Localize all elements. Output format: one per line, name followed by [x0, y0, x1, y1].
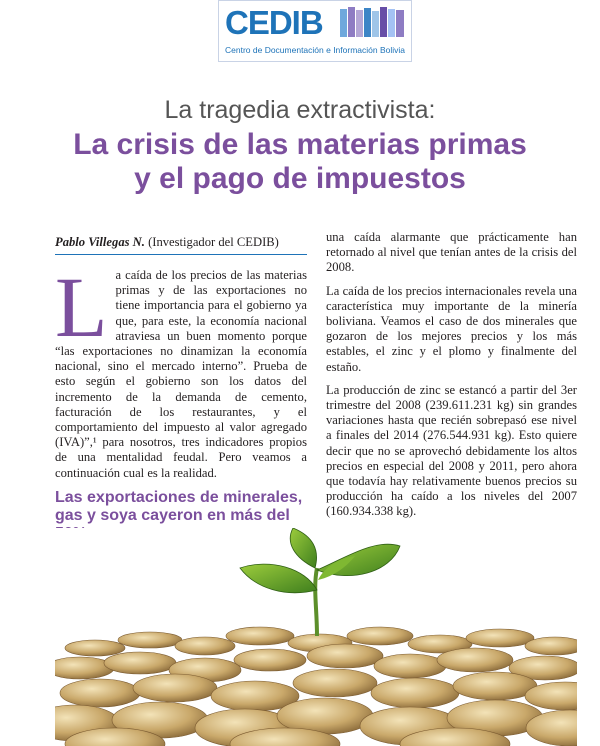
- article-title: [0, 128, 600, 196]
- books-icon: [340, 7, 406, 37]
- paragraph: una caída alarmante que prácticamente han retornado al nivel que tenían antes de la crisis del 2008.: [326, 230, 577, 275]
- coins-plant-illustration: [55, 528, 577, 746]
- intro-text: a caída de los precios de las materias primas y de las exportaciones no tiene importancia para el gobierno ya que, para este, la economía nacional atraviesa un buen momento porque “las exportaciones no dinamizan la economía nacional, sino el mercado interno”. Prueba de esto según el gobierno son los datos del incremento de la demanda de cemento, facturación de los restaurantes, y el comportamiento del impuesto al valor agregado (IVA)”,¹ para nosotros, tres indicadores propios de una mentalidad feudal. Pero veamos a continuación cual es la realidad.: [55, 268, 307, 480]
- coins-plant-photo: [55, 528, 577, 746]
- cedib-logo: [218, 0, 412, 62]
- logo-wordmark: CEDIB: [225, 4, 323, 41]
- drop-cap: L: [55, 259, 108, 355]
- byline: [55, 235, 307, 255]
- intro-paragraph: [55, 259, 307, 481]
- title-line-2: y el pago de impuestos: [134, 162, 466, 195]
- author-affiliation: (Investigador del CEDIB): [148, 235, 279, 249]
- title-line-1: La crisis de las materias primas: [73, 128, 527, 161]
- article-kicker: La tragedia extractivista:: [164, 96, 436, 124]
- section-subhead: Las exportaciones de minerales, gas y soya cayeron en más del: [55, 488, 303, 524]
- author-name: Pablo Villegas N.: [55, 235, 145, 249]
- paragraph: La caída de los precios internacionales revela una característica muy importante de la minería boliviana. Veamos el caso de dos minerales que gozaron de los mejores precios y los más estables, el zinc y el plomo y finalmente del estaño.: [326, 283, 577, 374]
- paragraph: La producción de zinc se estancó a partir del 3er trimestre del 2008 (239.611.231 kg) sin grandes variaciones hasta que recién sobrepasó ese nivel a finales del 2014 (276.544.931 kg). Esto quiere decir que no se aprovechó debidamente los altos precios en especial del 2008 y 2011, pero ahora que todavía hay relativamente buenos precios su producción ha caído a los niveles del 2007 (160.934.338 kg).: [326, 382, 577, 519]
- logo-subtitle: Centro de Documentación e Información Bolivia: [225, 45, 406, 55]
